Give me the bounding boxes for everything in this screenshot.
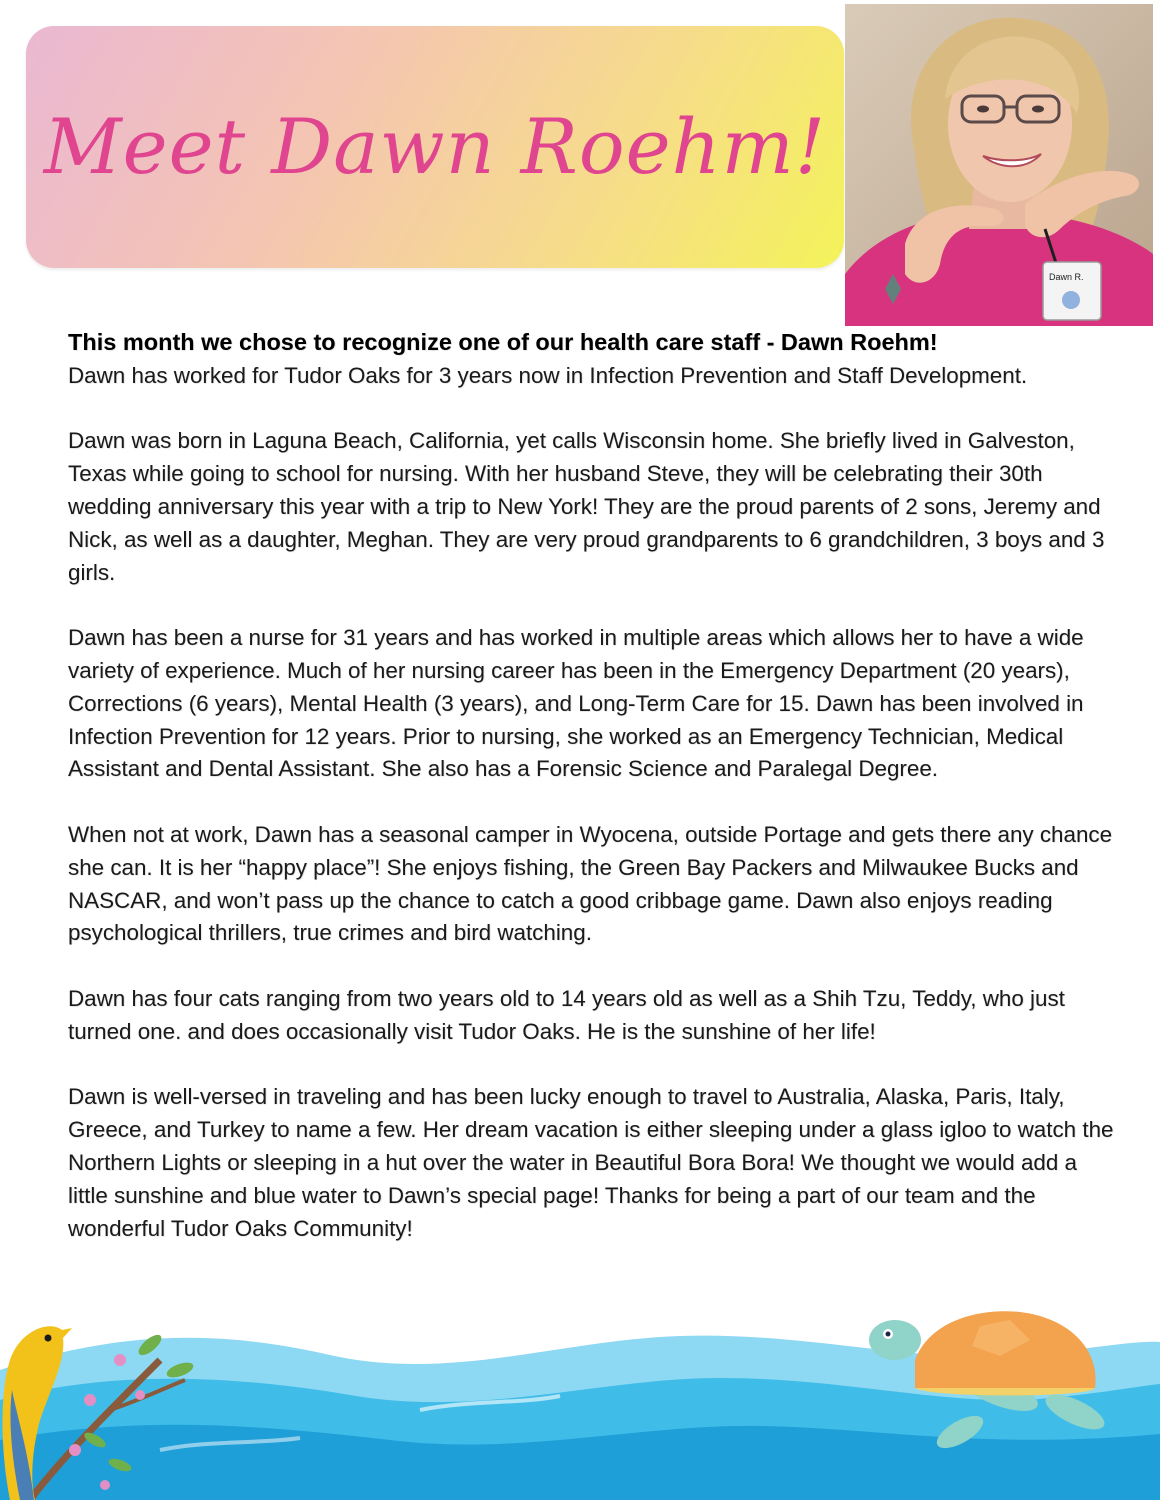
intro-bold-text: This month we chose to recognize one of our health care staff - Dawn Roehm! (68, 329, 938, 355)
intro-text: Dawn has worked for Tudor Oaks for 3 years now in Infection Prevention and Staff Development. (68, 362, 1028, 388)
paragraph-career: Dawn has been a nurse for 31 years and has worked in multiple areas which allows her to have a wide variety of experience. Much of her nursing career has been in the Emergency Department (20 years), Corrections (6 years), Mental Health (3 years), and Long-Term Care for 15. Dawn has been involved in Infection Prevention for 12 years. Prior to nursing, she worked as an Emergency Technician, Medical Assistant and Dental Assistant. She also has a Forensic Science and Paralegal Degree. (68, 625, 1084, 782)
title-banner (26, 26, 844, 268)
article-body (68, 326, 1118, 1278)
paragraph-background: Dawn was born in Laguna Beach, California, yet calls Wisconsin home. She briefly lived in Galveston, Texas while going to school for nursing. With her husband Steve, they will be celebrating their 30th wedding anniversary this year with a trip to New York! They are the proud parents of 2 sons, Jeremy and Nick, as well as a daughter, Meghan. They are very proud grandparents to 6 grandchildren, 3 boys and 3 girls. (68, 428, 1105, 585)
badge-name: Dawn R. (1049, 272, 1084, 282)
ocean-waves-decoration (0, 1300, 1160, 1500)
paragraph-hobbies: When not at work, Dawn has a seasonal camper in Wyocena, outside Portage and gets there any chance she can. It is her “happy place”! She enjoys fishing, the Green Bay Packers and Milwaukee Bucks and NASCAR, and won’t pass up the chance to catch a good cribbage game. Dawn also enjoys reading psychological thrillers, true crimes and bird watching. (68, 821, 1113, 946)
paragraph-pets: Dawn has four cats ranging from two years old to 14 years old as well as a Shih Tzu, Teddy, who just turned one. and does occasionally visit Tudor Oaks. He is the sunshine of her life! (68, 985, 1065, 1044)
intro-paragraph (68, 326, 1118, 393)
paragraph-travel: Dawn is well-versed in traveling and has been lucky enough to travel to Australia, Alaska, Paris, Italy, Greece, and Turkey to name a few. Her dream vacation is either sleeping under a glass igloo to watch the Northern Lights or sleeping in a hut over the water in Beautiful Bora Bora! We thought we would add a little sunshine and blue water to Dawn’s special page! Thanks for being a part of our team and the wonderful Tudor Oaks Community! (68, 1084, 1114, 1241)
portrait-illustration (845, 4, 1153, 326)
page-title: Meet Dawn Roehm! (43, 102, 827, 191)
id-badge (1043, 262, 1101, 320)
staff-photo (845, 4, 1153, 326)
